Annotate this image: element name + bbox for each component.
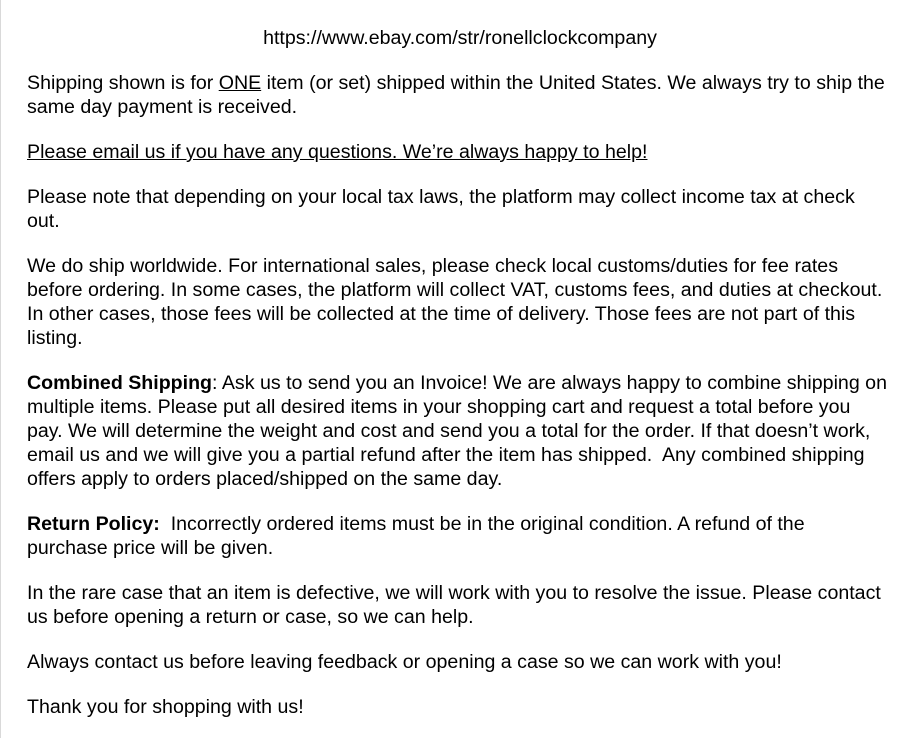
tax-paragraph: Please note that depending on your local tax laws, the platform may collect income tax at check out. bbox=[27, 186, 855, 232]
store-url[interactable]: https://www.ebay.com/str/ronellclockcompany bbox=[263, 27, 657, 49]
return-policy-paragraph bbox=[27, 512, 889, 560]
combined-shipping-heading: Combined Shipping bbox=[27, 372, 213, 394]
return-policy-heading: Return Policy: bbox=[27, 513, 160, 535]
shipping-text-after: item (or set) shipped within the United States. We always try to ship the same day payment is received. bbox=[27, 72, 885, 118]
combined-shipping-text: : Ask us to send you an Invoice! We are always happy to combine shipping on multiple items. Please put all desired items in your shopping cart and request a total before you pay. We will determine the weight and cost and send you a total for the order. If that doesn’t work, email us and we will give you a partial refund after the item has shipped. Any combined shipping offers apply to orders placed/shipped on the same day. bbox=[27, 372, 887, 490]
worldwide-paragraph: We do ship worldwide. For international sales, please check local customs/duties for fee rates before ordering. In some cases, the platform will collect VAT, customs fees, and duties at checkout. In other cases, those fees will be collected at the time of delivery. Those fees are not part of this listing. bbox=[27, 255, 883, 349]
shipping-text-before: Shipping shown is for bbox=[27, 72, 219, 94]
shipping-paragraph bbox=[27, 71, 889, 119]
shipping-emphasis: ONE bbox=[218, 72, 262, 94]
combined-shipping-paragraph bbox=[27, 371, 889, 491]
policy-document bbox=[27, 26, 889, 740]
feedback-paragraph: Always contact us before leaving feedback or opening a case so we can work with you! bbox=[27, 651, 782, 673]
left-border-rule bbox=[0, 0, 1, 738]
email-note: Please email us if you have any questions. We’re always happy to help! bbox=[27, 141, 648, 163]
defective-paragraph: In the rare case that an item is defective, we will work with you to resolve the issue. Please contact us before opening a return or case, so we can help. bbox=[27, 582, 881, 628]
thanks-paragraph: Thank you for shopping with us! bbox=[27, 696, 304, 718]
return-policy-text: Incorrectly ordered items must be in the original condition. A refund of the purchase price will be given. bbox=[27, 513, 805, 559]
